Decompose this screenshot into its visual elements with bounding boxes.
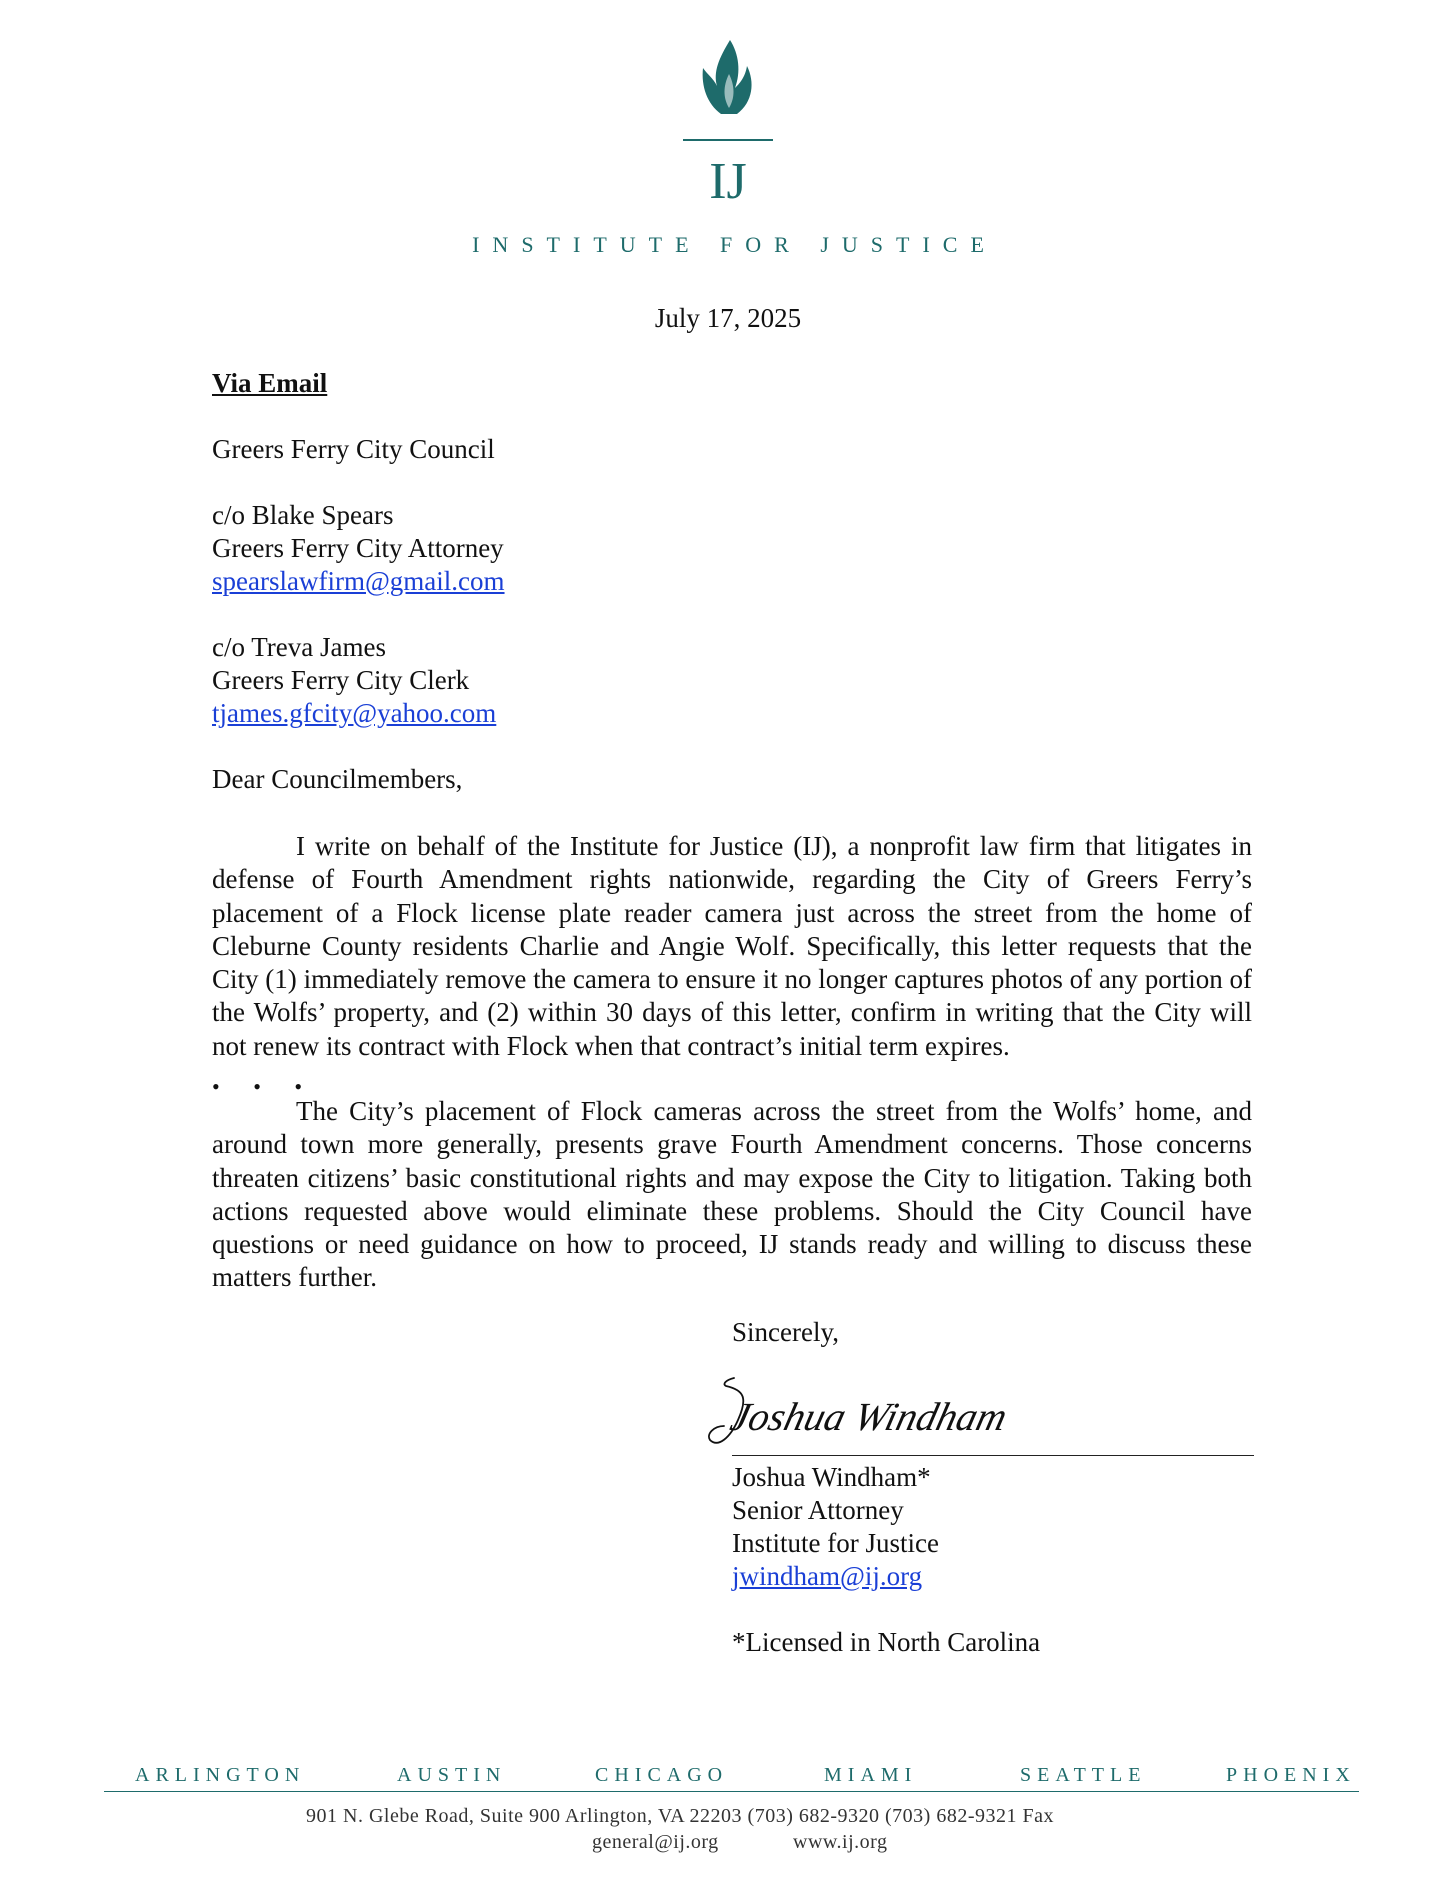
contact-2-title: Greers Ferry City Clerk bbox=[212, 665, 470, 695]
ellipsis-separator: • • • bbox=[212, 1074, 317, 1099]
letter-date: July 17, 2025 bbox=[654, 303, 802, 333]
footer-city-seattle: SEATTLE bbox=[1020, 1764, 1147, 1786]
body-paragraph-1 bbox=[212, 830, 1252, 1063]
valediction: Sincerely, bbox=[732, 1317, 839, 1347]
logo-monogram: IJ bbox=[709, 153, 747, 208]
footer-website-link[interactable]: www.ij.org bbox=[793, 1831, 888, 1853]
footer-city-austin: AUSTIN bbox=[397, 1764, 507, 1786]
torch-flame-icon bbox=[673, 38, 783, 208]
footer-email-link[interactable]: general@ij.org bbox=[592, 1831, 719, 1853]
footer-address: 901 N. Glebe Road, Suite 900 Arlington, VA 22203 (703) 682-9320 (703) 682-9321 Fax bbox=[306, 1805, 1055, 1827]
signature-line bbox=[732, 1455, 1254, 1456]
body-paragraph-2 bbox=[212, 1095, 1252, 1295]
footer-city-arlington: ARLINGTON bbox=[135, 1764, 306, 1786]
org-name: INSTITUTE FOR JUSTICE bbox=[472, 232, 997, 257]
signature-text: Joshua Windham bbox=[726, 1394, 1012, 1439]
paragraph-1-text: I write on behalf of the Institute for Justice (IJ), a nonprofit law firm that litigates in defense of Fourth Amendment rights nationwide, regarding the City of Greers Ferry’s placement of a Flock license plate reader camera just across the street from the home of Cleburne County residents Charlie and Angie Wolf. Specifically, this letter requests that the City (1) immediately remove the camera to ensure it no longer captures photos of any portion of the Wolfs’ property, and (2) within 30 days of this letter, confirm in writing that the City will not renew its contract with Flock when that contract’s initial term expires. bbox=[212, 831, 1252, 1061]
footer-city-chicago: CHICAGO bbox=[595, 1764, 729, 1786]
handwritten-signature bbox=[704, 1368, 1044, 1458]
signer-email-link[interactable]: jwindham@ij.org bbox=[732, 1561, 923, 1591]
contact-2-email-link[interactable]: tjames.gfcity@yahoo.com bbox=[212, 698, 497, 728]
delivery-method: Via Email bbox=[212, 368, 328, 398]
footer-city-miami: MIAMI bbox=[824, 1764, 918, 1786]
footer-divider bbox=[104, 1791, 1359, 1792]
paragraph-2-text: The City’s placement of Flock cameras across the street from the Wolfs’ home, and around town more generally, presents grave Fourth Amendment concerns. Those concerns threaten citizens’ basic constitutional rights and may expose the City to litigation. Taking both actions requested above would eliminate these problems. Should the City Council have questions or need guidance on how to proceed, IJ stands ready and willing to discuss these matters further. bbox=[212, 1096, 1252, 1293]
contact-2-co: c/o Treva James bbox=[212, 632, 386, 662]
salutation: Dear Councilmembers, bbox=[212, 764, 463, 794]
footer-city-phoenix: PHOENIX bbox=[1226, 1764, 1356, 1786]
contact-1-co: c/o Blake Spears bbox=[212, 500, 394, 530]
contact-1-email-link[interactable]: spearslawfirm@gmail.com bbox=[212, 566, 505, 596]
license-footnote: *Licensed in North Carolina bbox=[732, 1627, 1041, 1657]
signer-name: Joshua Windham* bbox=[732, 1462, 931, 1492]
ij-logo bbox=[673, 38, 783, 208]
signer-title: Senior Attorney bbox=[732, 1495, 904, 1525]
recipient: Greers Ferry City Council bbox=[212, 434, 495, 464]
contact-1-title: Greers Ferry City Attorney bbox=[212, 533, 504, 563]
signer-organization: Institute for Justice bbox=[732, 1528, 939, 1558]
